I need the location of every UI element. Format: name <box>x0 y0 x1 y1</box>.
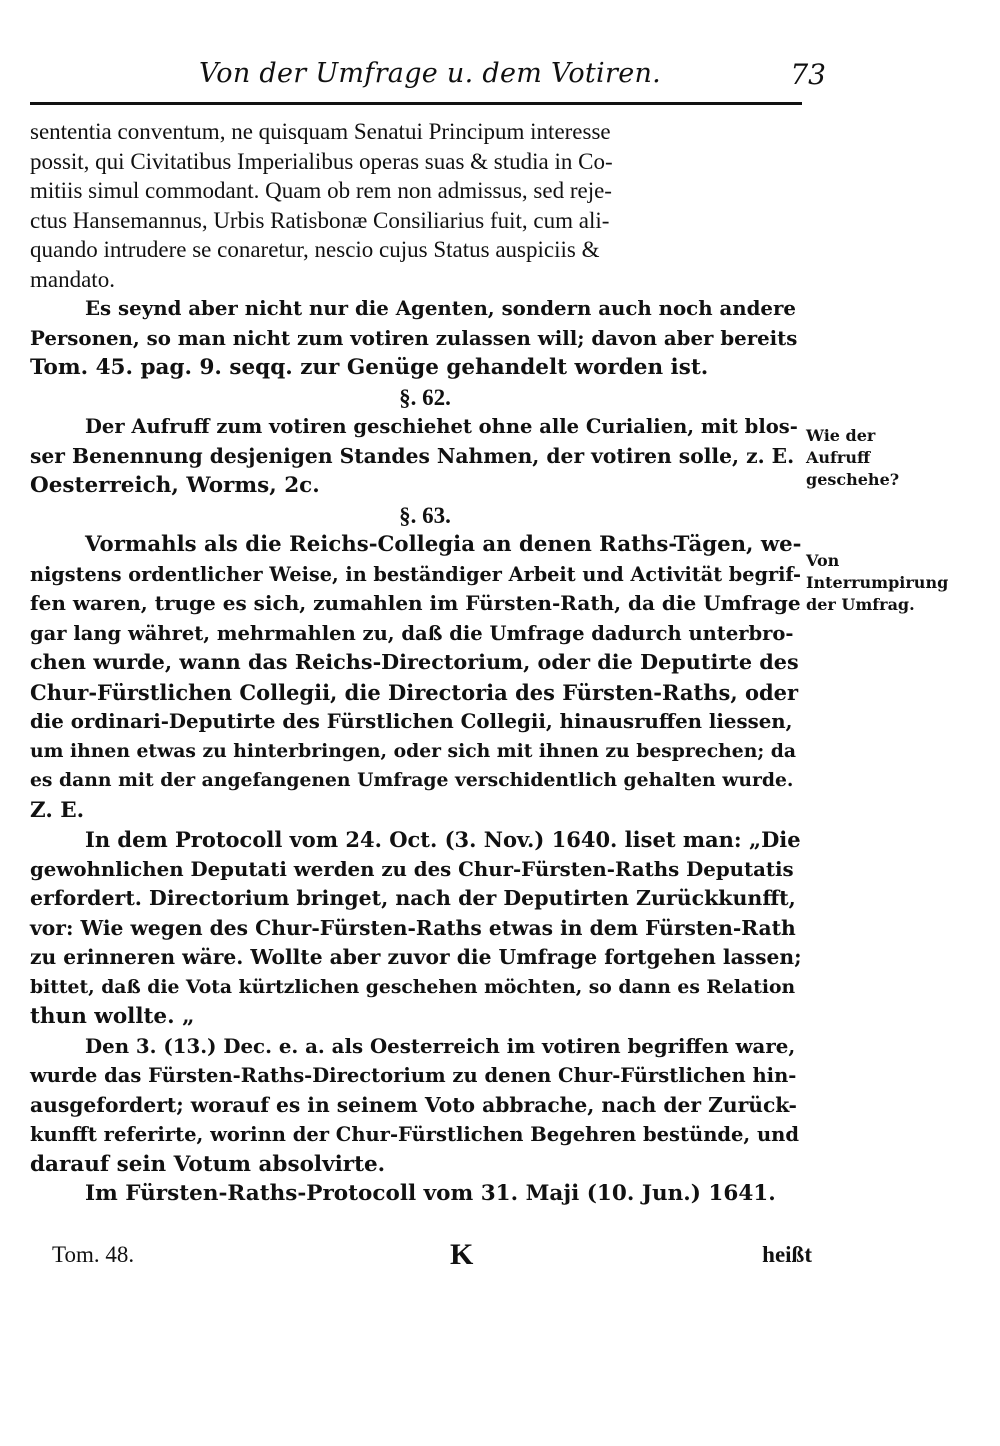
margin-note-aufruff: Wie der Aufruff geschehe? <box>806 426 900 489</box>
running-head: Von der Umfrage u. dem Votiren. <box>198 58 662 89</box>
text-line: ctus Hansemannus, Urbis Ratisbonæ Consiliarius fuit, cum ali- <box>30 207 610 233</box>
page-footer <box>52 1238 812 1276</box>
text-line: Z. E. <box>30 797 85 823</box>
text-line: sententia conventum, ne quisquam Senatui Principum interesse <box>30 119 611 144</box>
text-line: fen waren, truge es sich, zumahlen im Fürsten-Rath, da die Umfrage <box>30 591 801 615</box>
margin-note-interrumpirung: Von Interrumpirung der Umfrag. <box>806 551 949 614</box>
text-line: vor: Wie wegen des Chur-Fürsten-Raths etwas in dem Fürsten-Rath <box>30 915 796 940</box>
text-line: um ihnen etwas zu hinterbringen, oder sich mit ihnen zu besprechen; da <box>30 739 797 762</box>
volume-signature: Tom. 48. <box>52 1242 135 1267</box>
text-line: Der Aufruff zum votiren geschiehet ohne alle Curialien, mit blos- <box>85 415 798 438</box>
text-line: wurde das Fürsten-Raths-Directorium zu denen Chur-Fürstlichen hin- <box>30 1064 797 1087</box>
text-line: mandato. <box>30 266 115 292</box>
text-line: Im Fürsten-Raths-Protocoll vom 31. Maji (10. Jun.) 1641. <box>85 1181 776 1206</box>
text-line: In dem Protocoll vom 24. Oct. (3. Nov.) 1640. liset man: „Die <box>85 827 801 852</box>
text-line: kunfft referirte, worinn der Chur-Fürstlichen Begehren bestünde, und <box>30 1123 799 1146</box>
body-text <box>30 117 820 1209</box>
text-line: Tom. 45. pag. 9. seqq. zur Genüge gehandelt worden ist. <box>30 355 709 380</box>
text-line: ausgefordert; worauf es in seinem Voto abbrache, nach der Zurück- <box>30 1092 797 1117</box>
text-line: mitiis simul commodant. Quam ob rem non admissus, sed reje- <box>30 178 612 203</box>
text-line: gar lang währet, mehrmahlen zu, daß die Umfrage dadurch unterbro- <box>30 621 794 645</box>
catchword: heißt <box>762 1242 812 1267</box>
text-line: es dann mit der angefangenen Umfrage verschidentlich gehalten wurde. <box>30 769 794 791</box>
text-line: chen wurde, wann das Reichs-Directorium, oder die Deputirte des <box>30 650 799 674</box>
section-heading: §. 63. <box>399 502 451 528</box>
text-line: thun wollte. „ <box>30 1004 195 1029</box>
section-heading: §. 62. <box>399 384 451 410</box>
text-line: die ordinari-Deputirte des Fürstlichen Collegii, hinausruffen liessen, <box>30 709 793 733</box>
text-line: Personen, so man nicht zum votiren zulassen will; davon aber bereits <box>30 325 798 350</box>
header-rule <box>30 102 802 105</box>
text-line: ser Benennung desjenigen Standes Nahmen, der votiren solle, z. E. <box>30 443 795 468</box>
sheet-signature: K <box>450 1238 474 1271</box>
text-line: zu erinneren wäre. Wollte aber zuvor die Umfrage fortgehen lassen; <box>30 945 802 969</box>
text-line: Es seynd aber nicht nur die Agenten, sondern auch noch andere <box>85 296 796 320</box>
text-line: gewohnlichen Deputati werden zu des Chur-Fürsten-Raths Deputatis <box>30 856 794 881</box>
text-line: possit, qui Civitatibus Imperialibus operas suas & studia in Co- <box>30 148 613 174</box>
text-line: darauf sein Votum absolvirte. <box>30 1151 386 1177</box>
text-line: quando intrudere se conaretur, nescio cujus Status auspiciis & <box>30 237 600 262</box>
text-line: nigstens ordentlicher Weise, in beständiger Arbeit und Activität begrif- <box>30 562 801 586</box>
page-header <box>30 58 830 94</box>
text-line: Chur-Fürstlichen Collegii, die Directoria des Fürsten-Raths, oder <box>30 679 799 705</box>
text-line: Oesterreich, Worms, 2c. <box>30 473 320 498</box>
text-line: Vormahls als die Reichs-Collegia an denen Raths-Tägen, we- <box>85 532 802 557</box>
text-line: bittet, daß die Vota kürtzlichen geschehen möchten, so dann es Relation <box>30 975 796 998</box>
text-line: Den 3. (13.) Dec. e. a. als Oesterreich im votiren begriffen ware, <box>85 1033 796 1058</box>
page-number: 73 <box>790 58 826 91</box>
text-line: erfordert. Directorium bringet, nach der Deputirten Zurückkunfft, <box>30 886 796 910</box>
